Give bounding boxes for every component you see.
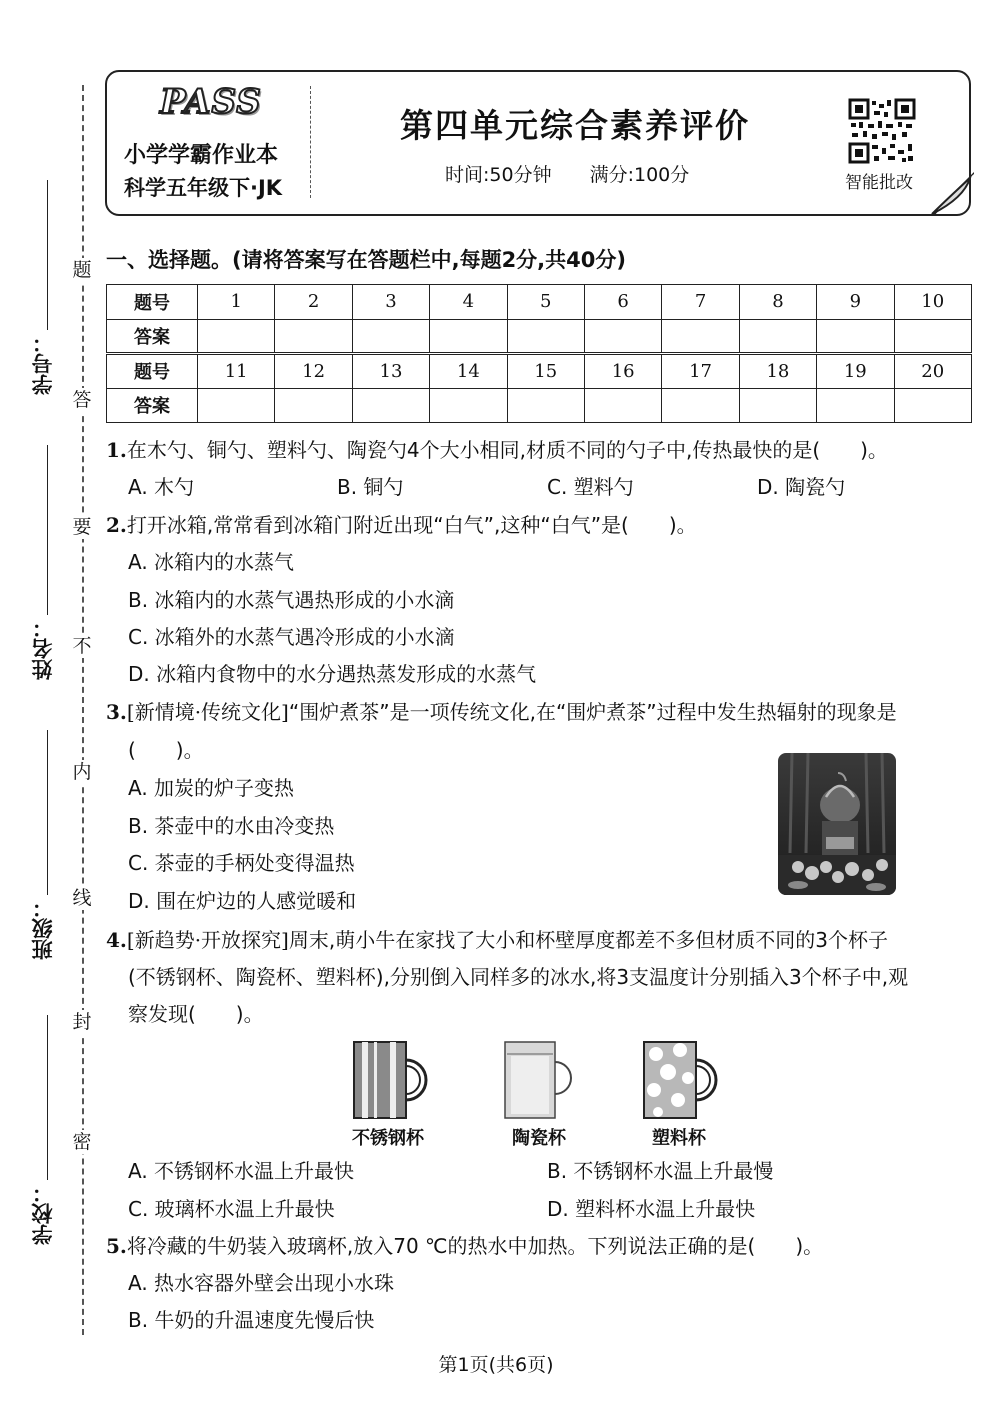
seal-char: 答	[70, 388, 94, 412]
grid-number: 1	[198, 285, 275, 320]
grid-number: 2	[275, 285, 352, 320]
answer-cell[interactable]	[739, 319, 816, 354]
option-b: B. 牛奶的升温速度先慢后快	[128, 1308, 375, 1332]
seal-char: 要	[70, 515, 94, 539]
name-label: 姓名：	[31, 617, 55, 680]
option-b: B. 不锈钢杯水温上升最慢	[547, 1159, 774, 1183]
question-tag: [新情境·传统文化]	[126, 700, 289, 724]
grid-number: 6	[584, 285, 661, 320]
answer-cell[interactable]	[507, 388, 584, 423]
grid-number: 12	[275, 354, 352, 389]
question-4	[106, 927, 888, 953]
qr-code-icon[interactable]	[848, 98, 916, 164]
option-c: C. 茶壶的手柄处变得温热	[128, 851, 355, 875]
header-divider	[310, 86, 311, 198]
answer-cell[interactable]	[352, 319, 429, 354]
answer-cell[interactable]	[739, 388, 816, 423]
qr-label: 智能批改	[845, 173, 913, 193]
option-d: D. 陶瓷勺	[757, 475, 846, 499]
option-a: A. 加炭的炉子变热	[128, 776, 295, 800]
brand-name: 小学学霸作业本	[124, 143, 279, 168]
option-a: A. 木勺	[128, 475, 195, 499]
grid-number: 20	[894, 354, 971, 389]
answer-cell[interactable]	[894, 388, 971, 423]
grid-number: 11	[198, 354, 275, 389]
answer-cell[interactable]	[430, 319, 507, 354]
grid-answer-row	[107, 319, 972, 354]
grid-number: 10	[894, 285, 971, 320]
grid-number: 17	[662, 354, 739, 389]
option-a: A. 热水容器外壁会出现小水珠	[128, 1271, 395, 1295]
question-number: 3.	[106, 700, 127, 724]
option-a: A. 冰箱内的水蒸气	[128, 550, 295, 574]
grid-number: 14	[430, 354, 507, 389]
cup-label-plastic: 塑料杯	[652, 1128, 706, 1149]
option-c: C. 冰箱外的水蒸气遇冷形成的小水滴	[128, 625, 455, 649]
question-stem: 将冷藏的牛奶装入玻璃杯,放入70 ℃的热水中加热。下列说法正确的是( )。	[126, 1234, 824, 1258]
answer-cell[interactable]	[507, 319, 584, 354]
school-line[interactable]	[47, 1015, 48, 1180]
grid-number: 5	[507, 285, 584, 320]
question-stem: 周末,萌小牛在家找了大小和杯壁厚度都差不多但材质不同的3个杯子	[288, 928, 888, 952]
question-stem-cont: (不锈钢杯、陶瓷杯、塑料杯),分别倒入同样多的冰水,将3支温度计分别插入3个杯子中,观	[128, 965, 909, 989]
question-number: 1.	[106, 438, 127, 462]
pass-logo: PASS	[160, 82, 262, 122]
tea-stove-photo	[778, 753, 896, 895]
option-b: B. 铜勺	[337, 475, 404, 499]
grid-number: 15	[507, 354, 584, 389]
page-footer: 第1页(共6页)	[438, 1354, 554, 1376]
school-label: 学校：	[31, 1182, 55, 1245]
grid-number: 7	[662, 285, 739, 320]
question-stem: “围炉煮茶”是一项传统文化,在“围炉煮茶”过程中发生热辐射的现象是	[288, 700, 897, 724]
option-d: D. 围在炉边的人感觉暖和	[128, 889, 357, 913]
ceramic-cup-icon	[503, 1040, 587, 1122]
option-a: A. 不锈钢杯水温上升最快	[128, 1159, 355, 1183]
answer-cell[interactable]	[430, 388, 507, 423]
grid-number: 4	[430, 285, 507, 320]
seal-char: 封	[70, 1010, 94, 1034]
question-tag: [新趋势·开放探究]	[126, 928, 289, 952]
seal-char: 题	[70, 258, 94, 282]
grid-number: 13	[352, 354, 429, 389]
answer-cell[interactable]	[894, 319, 971, 354]
question-stem-cont: ( )。	[128, 738, 204, 762]
binding-margin	[0, 0, 100, 1403]
grid-number-row	[107, 354, 972, 389]
grid-head-number: 题号	[107, 285, 198, 320]
grid-number: 18	[739, 354, 816, 389]
option-d: D. 塑料杯水温上升最快	[547, 1197, 756, 1221]
grid-number: 8	[739, 285, 816, 320]
page-curl-icon	[930, 172, 974, 216]
cup-label-stainless: 不锈钢杯	[352, 1128, 424, 1149]
seal-char: 密	[70, 1130, 94, 1154]
answer-cell[interactable]	[584, 388, 661, 423]
question-number: 5.	[106, 1234, 127, 1258]
grid-number: 9	[817, 285, 894, 320]
plastic-cup-icon	[642, 1040, 726, 1122]
exam-score: 满分:100分	[589, 164, 690, 186]
question-number: 2.	[106, 513, 127, 537]
seal-char: 不	[70, 634, 94, 658]
exam-title: 第四单元综合素养评价	[400, 106, 750, 145]
grid-head-answer: 答案	[107, 319, 198, 354]
option-c: C. 塑料勺	[547, 475, 634, 499]
answer-cell[interactable]	[662, 388, 739, 423]
question-stem: 打开冰箱,常常看到冰箱门附近出现“白气”,这种“白气”是( )。	[126, 513, 697, 537]
option-c: C. 玻璃杯水温上升最快	[128, 1197, 335, 1221]
question-1	[106, 437, 888, 463]
exam-time: 时间:50分钟	[445, 164, 552, 186]
grid-head-number: 题号	[107, 354, 198, 389]
option-b: B. 茶壶中的水由冷变热	[128, 814, 335, 838]
question-stem-cont: 察发现( )。	[128, 1002, 264, 1026]
grid-number-row	[107, 285, 972, 320]
answer-cell[interactable]	[584, 319, 661, 354]
answer-cell[interactable]	[275, 388, 352, 423]
student-id-line[interactable]	[47, 180, 48, 330]
answer-cell[interactable]	[198, 388, 275, 423]
grid-number: 19	[817, 354, 894, 389]
stainless-cup-icon	[352, 1040, 436, 1122]
answer-cell[interactable]	[352, 388, 429, 423]
question-5	[106, 1233, 823, 1259]
section-title: 一、选择题。(请将答案写在答题栏中,每题2分,共40分)	[106, 248, 626, 272]
class-label: 班级：	[31, 897, 55, 960]
question-number: 4.	[106, 928, 127, 952]
answer-cell[interactable]	[662, 319, 739, 354]
seal-char: 内	[70, 760, 94, 784]
grid-head-answer: 答案	[107, 388, 198, 423]
answer-grid	[106, 284, 972, 423]
exam-info	[445, 160, 727, 187]
option-d: D. 冰箱内食物中的水分遇热蒸发形成的水蒸气	[128, 662, 537, 686]
grid-number: 16	[584, 354, 661, 389]
answer-cell[interactable]	[198, 319, 275, 354]
brand-subtitle: 科学五年级下·JK	[124, 176, 283, 200]
answer-cell[interactable]	[275, 319, 352, 354]
answer-cell[interactable]	[817, 388, 894, 423]
question-2	[106, 512, 697, 538]
cup-label-ceramic: 陶瓷杯	[512, 1128, 566, 1149]
option-b: B. 冰箱内的水蒸气遇热形成的小水滴	[128, 588, 455, 612]
seal-char: 线	[70, 886, 94, 910]
class-line[interactable]	[47, 730, 48, 895]
grid-number: 3	[352, 285, 429, 320]
name-line[interactable]	[47, 445, 48, 615]
question-stem: 在木勺、铜勺、塑料勺、陶瓷勺4个大小相同,材质不同的勺子中,传热最快的是( )。	[126, 438, 888, 462]
question-3	[106, 699, 897, 725]
answer-cell[interactable]	[817, 319, 894, 354]
grid-answer-row	[107, 388, 972, 423]
student-id-label: 学号：	[31, 332, 55, 395]
